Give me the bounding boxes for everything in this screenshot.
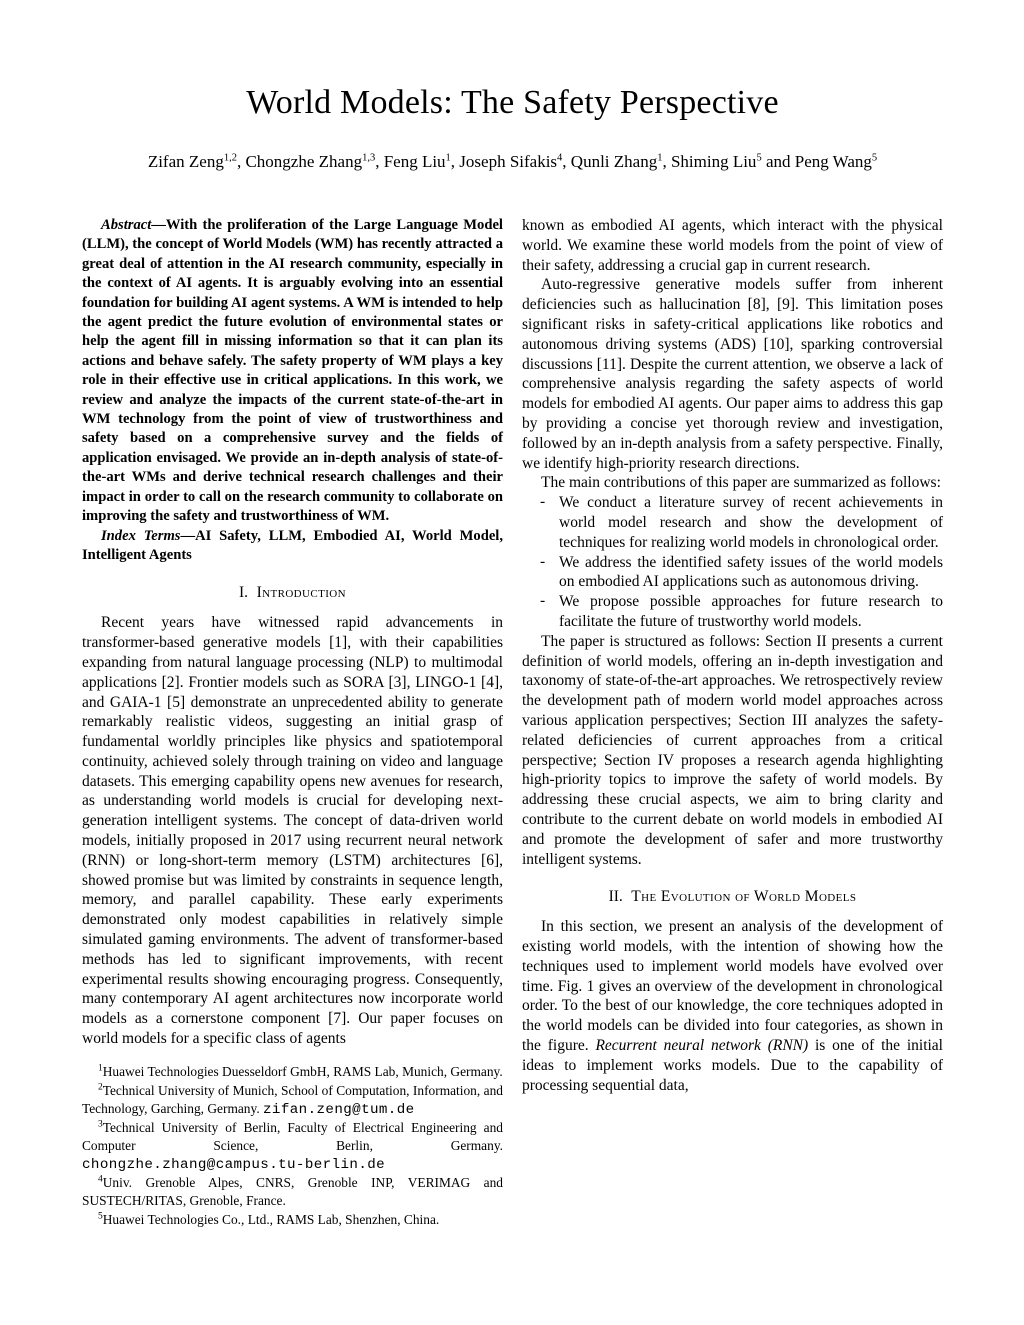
right-column bbox=[522, 216, 943, 1230]
author-affiliation-sup: 1 bbox=[657, 152, 663, 164]
two-column-body bbox=[82, 216, 943, 1230]
footnote bbox=[82, 1082, 503, 1119]
section-number: I. bbox=[239, 584, 249, 602]
author: , Feng Liu$^1$ bbox=[375, 152, 451, 171]
footnote-number: 4 bbox=[98, 1174, 103, 1185]
section-title: The Evolution of World Models bbox=[631, 888, 857, 906]
footnote-number: 2 bbox=[98, 1082, 103, 1093]
footnote-number: 3 bbox=[98, 1119, 103, 1130]
author: , Joseph Sifakis$^4$ bbox=[450, 152, 563, 171]
footnote-email: zifan.zeng@tum.de bbox=[263, 1101, 415, 1118]
intro-paragraph: Recent years have witnessed rapid advancements in transformer-based generative models [1], with their capabilities expanding from natural language processing (NLP) to multimodal applications [2]. Frontier models such as SORA [3], LINGO-1 [4], and GAIA-1 [5] demonstrate an unprecedented ability to generate remarkably realistic videos, suggesting an initial grasp of fundamental worldly principles like physics and spatiotemporal continuity, achieved solely through training on video and language datasets. This emerging capability opens new avenues for research, as understanding world models is crucial for developing next-generation intelligent systems. The concept of data-driven world models, initially proposed in 2017 using recurrent neural network (RNN) or long-short-term memory (LSTM) architectures [6], showed promise but was limited by constraints in sequence length, memory, and parallel capability. These early experiments demonstrated only modest capabilities in relatively simple simulated gaming environments. The advent of transformer-based methods has led to significant improvements, with recent experimental results showing encouraging progress. Consequently, many contemporary AI agent architectures now incorporate world models as a cornerstone component [7]. Our paper focuses on world models for a specific class of agents bbox=[82, 614, 503, 1048]
abstract-label: Abstract bbox=[101, 217, 152, 233]
paper-title: World Models: The Safety Perspective bbox=[246, 84, 779, 121]
section-number: II. bbox=[608, 888, 623, 906]
author-affiliation-sup: 5 bbox=[871, 152, 878, 164]
footnote-text: Univ. Grenoble Alpes, CNRS, Grenoble INP, VERIMAG and SUSTECH/RITAS, Grenoble, France. bbox=[82, 1174, 503, 1208]
footnote bbox=[82, 1174, 503, 1211]
index-terms-paragraph bbox=[82, 527, 503, 566]
italic-term: Recurrent neural network (RNN) bbox=[595, 1037, 809, 1055]
author: and Peng Wang$^5$ bbox=[761, 152, 878, 171]
abstract-paragraph bbox=[82, 216, 503, 527]
footnote bbox=[82, 1063, 503, 1082]
author: Zifan Zeng$^{1,2}$ bbox=[147, 152, 237, 171]
author-affiliation-sup: 4 bbox=[557, 152, 563, 164]
left-column bbox=[82, 216, 503, 1230]
author-affiliation-sup: 1,3 bbox=[362, 152, 376, 164]
body-paragraph: The main contributions of this paper are summarized as follows: bbox=[541, 474, 941, 492]
list-item-text: We propose possible approaches for future research to facilitate the future of trustworthy world models. bbox=[559, 593, 943, 630]
list-item-text: We address the identified safety issues of the world models on embodied AI applications such as autonomous driving. bbox=[559, 553, 943, 591]
author: , Chongzhe Zhang$^{1,3}$ bbox=[236, 152, 376, 171]
list-item bbox=[522, 553, 943, 593]
body-paragraph: known as embodied AI agents, which interact with the physical world. We examine these world models from the point of view of their safety, addressing a crucial gap in current research. bbox=[522, 217, 943, 274]
author: , Qunli Zhang$^1$ bbox=[562, 152, 663, 171]
index-terms-text: —AI Safety, LLM, Embodied AI, World Model, Intelligent Agents bbox=[82, 527, 504, 563]
paragraph-text: In this section, we present an analysis of the development of existing world models, with the intention of showing how the techniques used to implement world models have evolved over time. Fig. 1 gives an overview of the development in chronological order. To the best of our knowledge, the core techniques adopted in the world models can be divided into four categories, as shown in the figure. bbox=[522, 918, 943, 1055]
body-paragraph bbox=[522, 917, 943, 1095]
bullet-dash: - bbox=[540, 592, 546, 610]
paragraph-text: is one of the initial ideas to implement works models. Due to the capability of processing sequential data, bbox=[522, 1037, 943, 1094]
body-paragraph: The paper is structured as follows: Section II presents a current definition of world models, offering an in-depth investigation and taxonomy of state-of-the-art approaches. We retrospectively review the development path of modern world model approaches across various application perspectives; Section III analyzes the safety-related deficiencies of current approaches from a critical perspective; Section IV proposes a research agenda highlighting high-priority topics to improve the safety of world models. By addressing these crucial aspects, we aim to bring clarity and contribute to the current debate on world models in embodied AI and promote the development of safer and more trustworthy intelligent systems. bbox=[522, 632, 943, 868]
list-item-text: We conduct a literature survey of recent achievements in world model research and show the development of techniques for realizing world models in chronological order. bbox=[559, 494, 943, 551]
contributions-list bbox=[522, 493, 943, 632]
footnote bbox=[82, 1119, 503, 1174]
author-affiliation-sup: 5 bbox=[756, 152, 762, 164]
abstract-text: —With the proliferation of the Large Language Model (LLM), the concept of World Models (WM) has recently attracted a great deal of attention in the AI research community, especially in the context of AI agents. It is arguably evolving into an essential foundation for building AI agent systems. A WM is intended to help the agent predict the future evolution of environmental states or help the agent fill in missing information so that it can plan its actions and behave safely. The safety property of WM plays a key role in their effective use in critical applications. In this work, we review and analyze the impacts of the current state-of-the-art in WM technology from the point of view of trustworthiness and safety based on a comprehensive survey and the fields of application envisaged. We provide an in-depth analysis of state-of-the-art WMs and derive technical research challenges and their impact in order to call on the research community to collaborate on improving the safety and trustworthiness of WM. bbox=[82, 217, 503, 525]
body-paragraph: Auto-regressive generative models suffer from inherent deficiencies such as hallucination [8], [9]. This limitation poses significant risks in safety-critical applications like robotics and autonomous driving systems (ADS) [10], sparking controversial discussions [11]. Despite the current attention, we observe a lack of comprehensive analysis regarding the safety aspects of world models for embodied AI agents. Our paper aims to address this gap by providing a concise yet thorough review and investigation, followed by an in-depth analysis from a safety perspective. Finally, we identify high-priority research directions. bbox=[522, 276, 943, 472]
author-affiliation-sup: 1 bbox=[445, 152, 451, 164]
footnote-text: Huawei Technologies Co., Ltd., RAMS Lab, Shenzhen, China. bbox=[102, 1211, 440, 1227]
footnote-text: Technical University of Berlin, Faculty of Electrical Engineering and Computer Science, Berlin, Germany. bbox=[82, 1119, 503, 1153]
index-terms-label: Index Terms bbox=[101, 527, 181, 544]
author: , Shiming Liu$^5$ bbox=[662, 152, 762, 171]
author-line bbox=[82, 152, 943, 172]
footnote-text: Huawei Technologies Duesseldorf GmbH, RAMS Lab, Munich, Germany. bbox=[102, 1063, 503, 1079]
list-item bbox=[522, 493, 943, 552]
author-affiliation-sup: 1,2 bbox=[223, 152, 237, 164]
footnote-number: 1 bbox=[98, 1063, 103, 1074]
footnote-email: chongzhe.zhang@campus.tu-berlin.de bbox=[82, 1156, 386, 1173]
footnote-text: Technical University of Munich, School of Computation, Information, and Technology, Garching, Germany. bbox=[82, 1082, 503, 1116]
section-heading-evolution bbox=[522, 888, 943, 906]
list-item bbox=[522, 592, 943, 632]
section-heading-introduction bbox=[82, 584, 503, 602]
footnote-number: 5 bbox=[98, 1211, 103, 1222]
footnote bbox=[82, 1211, 503, 1230]
bullet-dash: - bbox=[540, 493, 546, 511]
bullet-dash: - bbox=[540, 552, 546, 570]
section-title: Introduction bbox=[256, 584, 346, 602]
footnotes-block bbox=[82, 1063, 503, 1230]
